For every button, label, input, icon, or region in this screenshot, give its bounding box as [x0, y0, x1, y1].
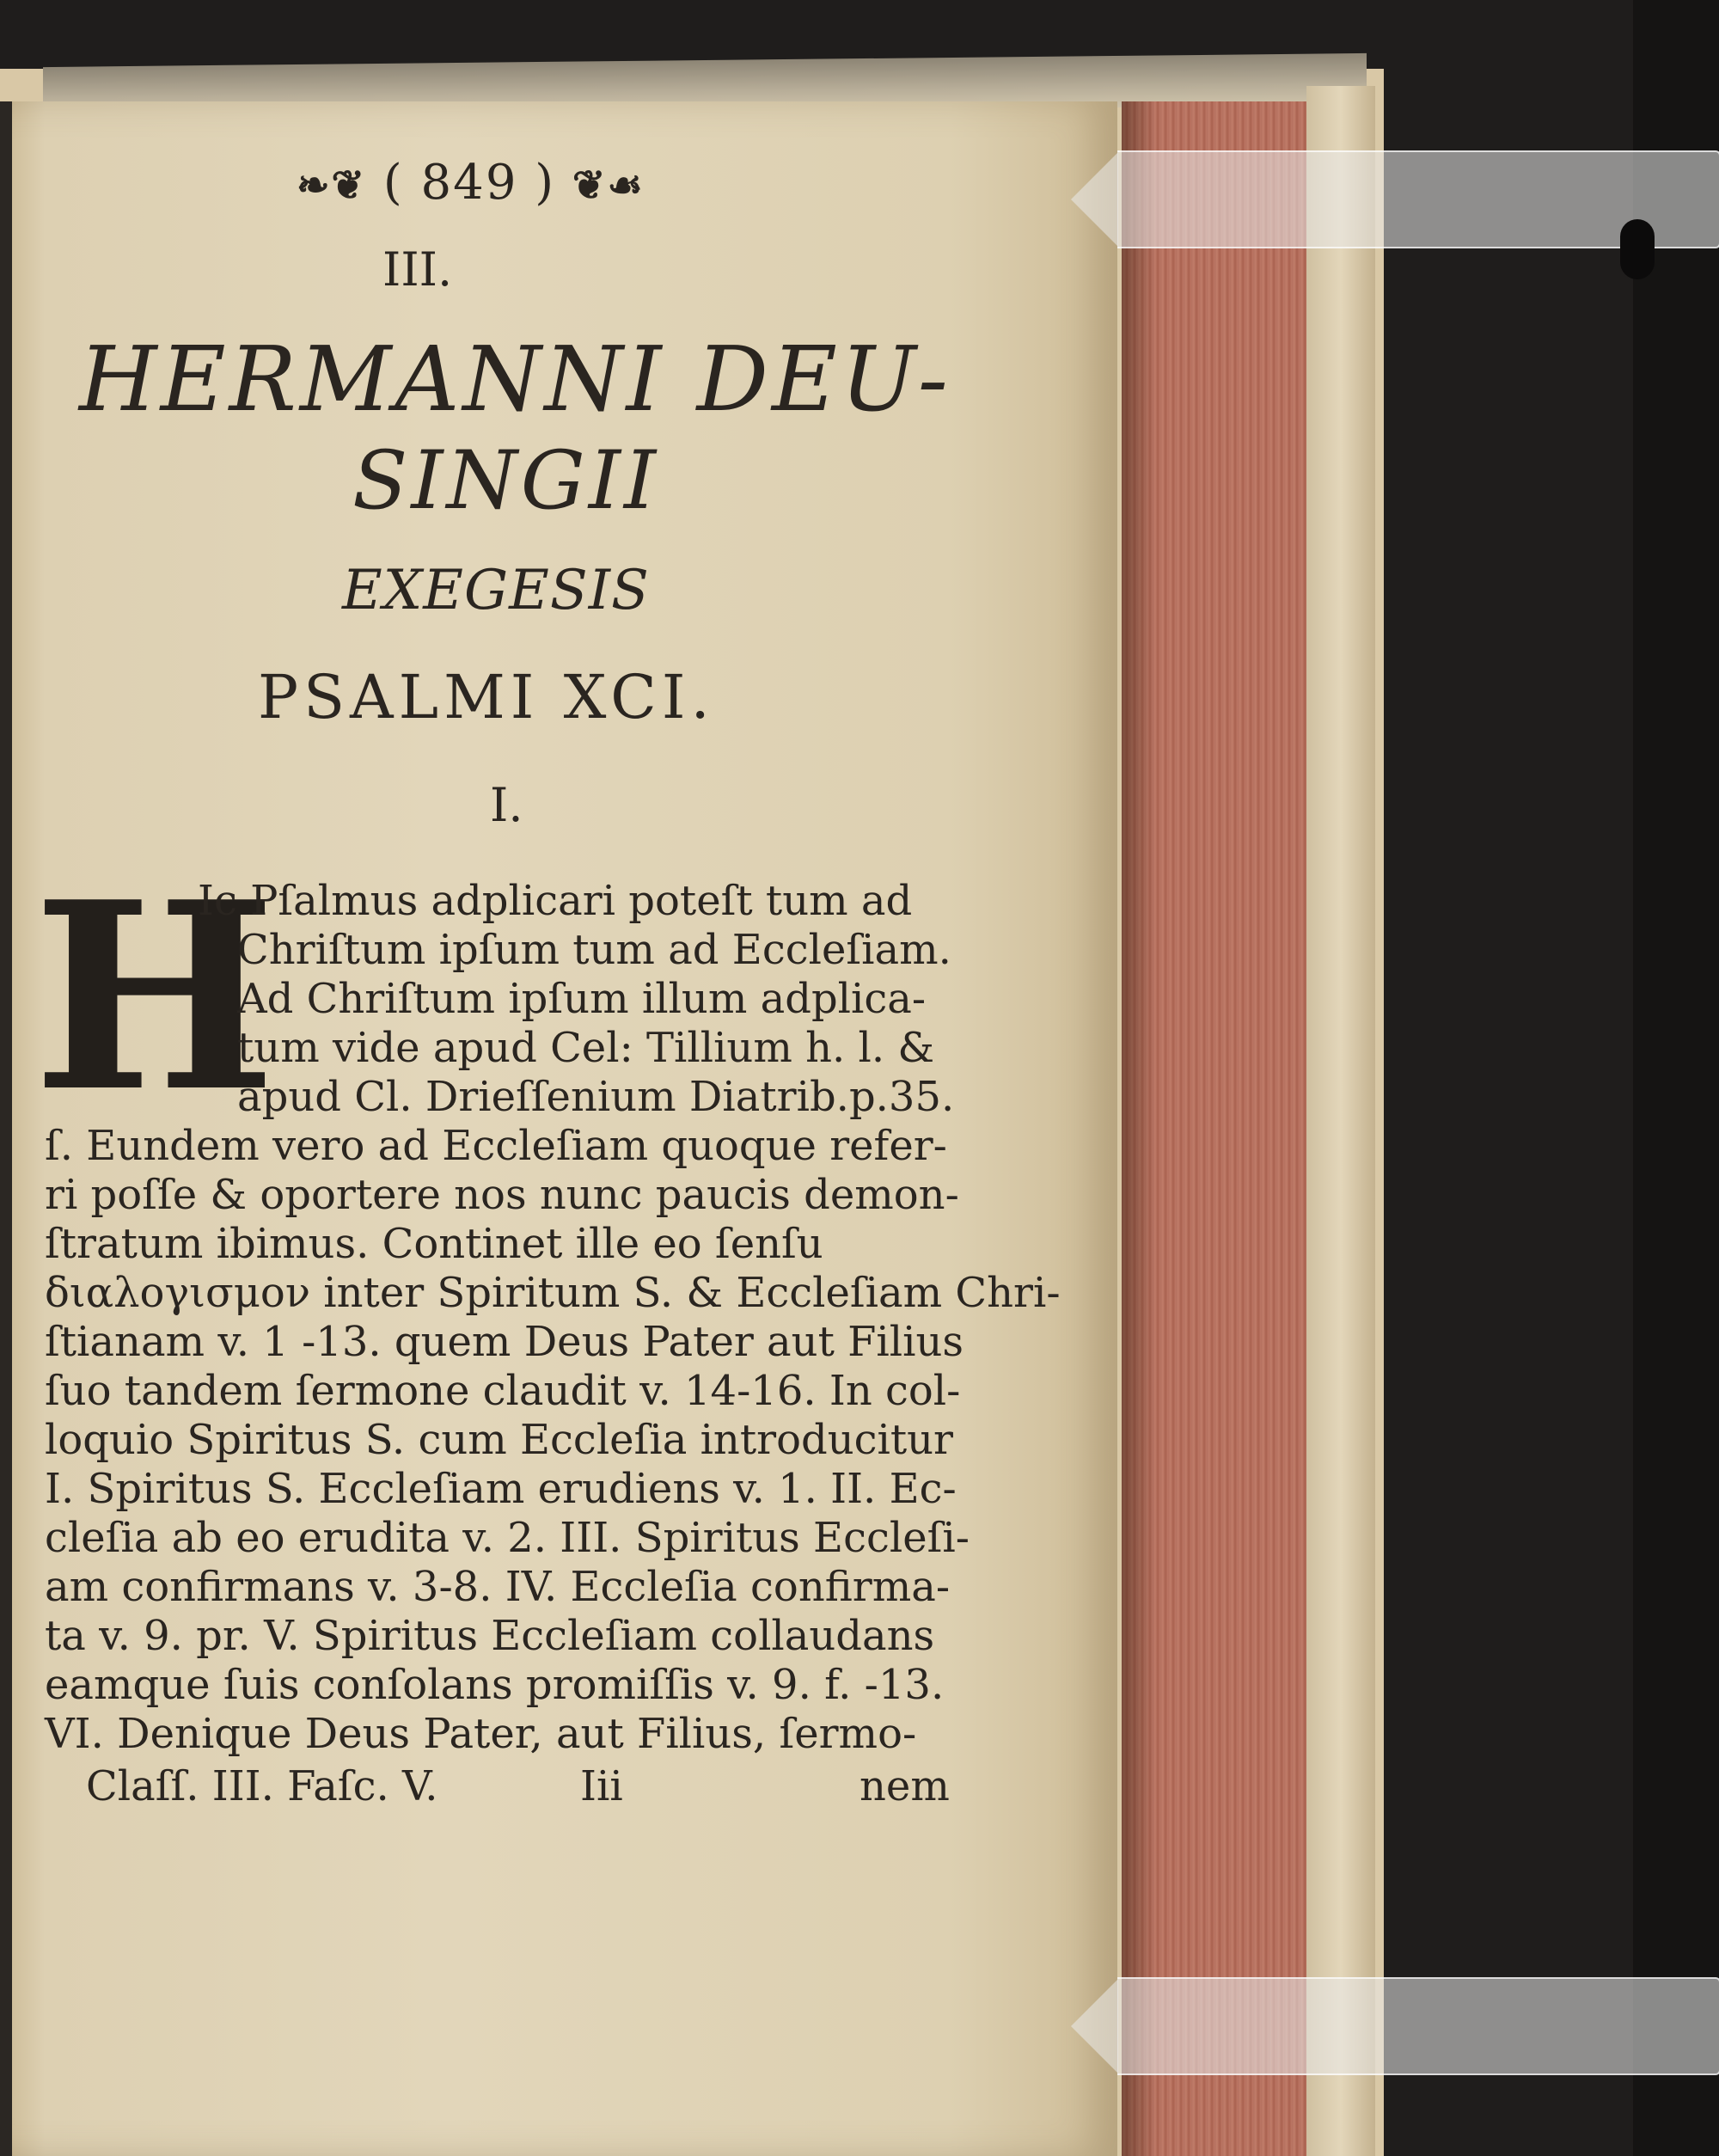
catchword: nem — [860, 1762, 950, 1810]
body-line: VI. Denique Deus Pater, aut Filius, ſermo- — [45, 1710, 917, 1758]
body-line: Ad Chriſtum ipſum illum adplica- — [237, 975, 927, 1023]
header-ornament-right: ❦☙ — [572, 162, 645, 208]
body-line: apud Cl. Drieſſenium Diatrib.p.35. — [237, 1073, 955, 1121]
background — [1633, 0, 1719, 2156]
title-line-3: EXEGESIS — [342, 559, 650, 622]
gathering-mark: Iii — [580, 1762, 623, 1810]
body-line: ta v. 9. pr. V. Spiritus Eccleſiam collaudans — [45, 1612, 935, 1660]
body-line: Chriſtum ipſum tum ad Eccleſiam. — [237, 926, 951, 974]
body-line: cleſia ab eo erudita v. 2. III. Spiritus Eccleſi- — [45, 1514, 970, 1562]
running-header — [297, 155, 645, 211]
signature-mark: Claſſ. III. Faſc. V. — [86, 1762, 438, 1810]
body-line: ſ. Eundem vero ad Eccleſiam quoque refer- — [45, 1122, 947, 1170]
body-line: ri poſſe & oportere nos nunc paucis demon- — [45, 1171, 959, 1219]
body-line: Ic Pſalmus adplicari poteſt tum ad — [198, 877, 913, 925]
title-line-1: HERMANNI DEU- — [79, 327, 951, 432]
clip-bottom — [1117, 1977, 1719, 2075]
title-line-4: PSALMI XCI. — [258, 662, 715, 732]
body-line: ſtianam v. 1 -13. quem Deus Pater aut Filius — [45, 1318, 964, 1366]
body-line: ſtratum ibimus. Continet ille eo ſenſu — [45, 1220, 823, 1268]
book-stand-stud — [1620, 219, 1655, 279]
body-line: tum vide apud Cel: Tillium h. l. & — [237, 1024, 935, 1072]
body-line: am confirmans v. 3-8. IV. Eccleſia confirma- — [45, 1563, 951, 1611]
page-left-edge — [0, 101, 12, 2156]
drop-cap: H — [33, 845, 277, 1148]
part-number: III. — [382, 242, 453, 297]
header-ornament-left: ❧❦ — [297, 162, 367, 208]
body-line: διαλογισμον inter Spiritum S. & Eccleſiam Chri- — [45, 1269, 1061, 1317]
page-block-shadow — [1122, 101, 1156, 2156]
book-cover-edge — [1306, 86, 1375, 2156]
clip-bottom-tip — [1071, 1979, 1118, 2073]
body-line: eamque ſuis conſolans promiſſis v. 9. f. -13. — [45, 1661, 945, 1709]
title-line-2: SINGII — [352, 434, 660, 528]
page-number: ( 849 ) — [382, 155, 556, 211]
body-line: loquio Spiritus S. cum Eccleſia introducitur — [45, 1416, 953, 1464]
body-line: I. Spiritus S. Eccleſiam erudiens v. 1. II. Ec- — [45, 1465, 957, 1513]
clip-top-tip — [1071, 152, 1118, 247]
body-line: ſuo tandem ſermone claudit v. 14-16. In col- — [45, 1367, 961, 1415]
section-number: I. — [490, 778, 523, 832]
